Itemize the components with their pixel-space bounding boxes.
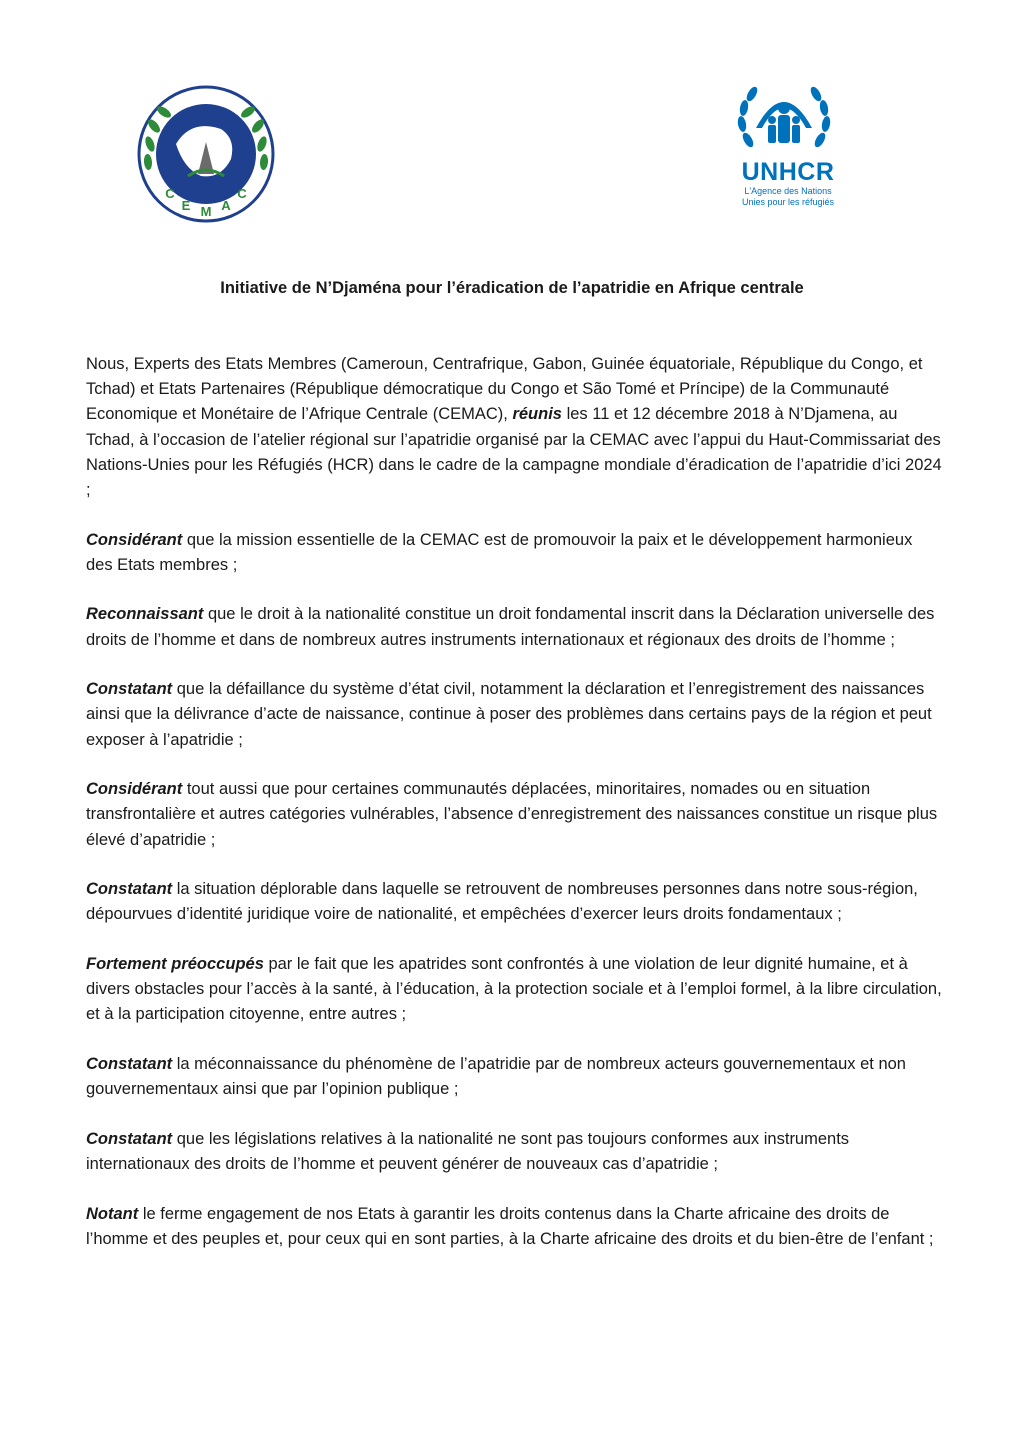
clause-text: que les législations relatives à la nationalité ne sont pas toujours conformes aux instruments internationaux des droits de l’homme et peuvent générer de nouveaux cas d’apatridie ; <box>86 1129 850 1173</box>
clause-lead: Constatant <box>86 1129 173 1148</box>
intro-emphasis: réunis <box>512 405 562 424</box>
clause-lead: Constatant <box>86 880 173 899</box>
cemac-letter: C <box>165 186 175 201</box>
clause-text: la situation déplorable dans laquelle se retrouvent de nombreuses personnes dans notre sous-région, dépourvues d’identité juridique voire de nationalité, et empêchées d’exercer leurs droits fondamentaux ; <box>86 880 918 924</box>
clause-text: le ferme engagement de nos Etats à garantir les droits contenus dans la Charte africaine des droits de l’homme et des peuples et, pour ceux qui en sont parties, à la Charte africaine des droits et du bien-être de l’enfant ; <box>86 1204 934 1248</box>
clause-lead: Constatant <box>86 1055 173 1073</box>
clause-text: tout aussi que pour certaines communautés déplacées, minoritaires, nomades ou en situation transfrontalière et autres catégories vulnérables, l’absence d’enregistrement des naissances constitue un risque plus élevé d’apatridie ; <box>86 780 938 849</box>
unhcr-tagline-line: L'Agence des Nations <box>744 186 832 196</box>
unhcr-logo <box>728 78 848 210</box>
clause-paragraph <box>86 602 942 652</box>
clause-text: la méconnaissance du phénomène de l’apatridie par de nombreux acteurs gouvernementaux et non gouvernementaux ainsi que par l’opinion publique ; <box>86 1055 906 1099</box>
intro-text: Nous, Experts des Etats Membres (Cameroun, Centrafrique, Gabon, Guinée équatoriale, République du Congo, et Tchad) et Etats Partenaires (République démocratique du Congo et São Tomé et Príncipe) de la Communauté Economique et Monétaire de l’Afrique Centrale (CEMAC), <box>86 355 923 424</box>
clause-text: que la défaillance du système d’état civil, notamment la déclaration et l’enregistrement des naissances ainsi que la délivrance d’acte de naissance, continue à poser des problèmes dans certains pays de la région et peut exposer à l’apatridie ; <box>86 680 932 749</box>
clause-paragraph <box>86 1202 942 1252</box>
unhcr-tagline-line: Unies pour les réfugiés <box>741 197 835 207</box>
clause-paragraph <box>86 1052 942 1102</box>
clause-text: que la mission essentielle de la CEMAC est de promouvoir la paix et le développement harmonieux des Etats membres ; <box>86 530 913 574</box>
clause-lead: Fortement préoccupés <box>86 955 264 973</box>
clause-lead: Considérant <box>86 530 183 549</box>
document-title: Initiative de N’Djaména pour l’éradication de l’apatridie en Afrique centrale <box>220 279 804 297</box>
unhcr-tagline <box>732 186 844 208</box>
clause-lead: Reconnaissant <box>86 605 204 624</box>
document-body <box>86 352 942 1276</box>
clause-lead: Considérant <box>86 780 183 799</box>
cemac-letter: E <box>181 198 191 213</box>
clause-text: que le droit à la nationalité constitue un droit fondamental inscrit dans la Déclaration universelle des droits de l’homme et dans de nombreux autres instruments internationaux et régionaux des droits de l’homme ; <box>86 605 935 649</box>
intro-paragraph <box>86 352 942 503</box>
unhcr-wordmark: UNHCR <box>741 158 835 186</box>
cemac-letter: M <box>200 204 212 219</box>
clause-text: par le fait que les apatrides sont confrontés à une violation de leur dignité humaine, et à divers obstacles pour l’accès à la santé, à l’éducation, à la protection sociale et à l’emploi formel, à la libre circulation, et à la participation citoyenne, entre autres ; <box>86 955 942 1024</box>
intro-text: les 11 et 12 décembre 2018 à N’Djamena, au Tchad, à l’occasion de l’atelier régional sur l’apatridie organisé par la CEMAC avec l’appui du Haut-Commissariat des Nations-Unies pour les Réfugiés (HCR) dans le cadre de la campagne mondiale d’éradication de l’apatridie d’ici 2024 ; <box>86 405 942 500</box>
clause-paragraph <box>86 1127 942 1177</box>
clause-paragraph <box>86 952 942 1028</box>
clause-paragraph <box>86 528 942 578</box>
cemac-letter: A <box>221 198 231 213</box>
cemac-emblem-icon <box>136 84 276 224</box>
clause-lead: Constatant <box>86 680 173 699</box>
clause-paragraph <box>86 877 942 927</box>
clause-lead: Notant <box>86 1204 139 1223</box>
unhcr-emblem-icon <box>734 78 834 160</box>
cemac-letter: C <box>237 186 247 201</box>
cemac-logo <box>136 84 276 224</box>
clause-paragraph <box>86 777 942 853</box>
clause-paragraph <box>86 677 942 753</box>
